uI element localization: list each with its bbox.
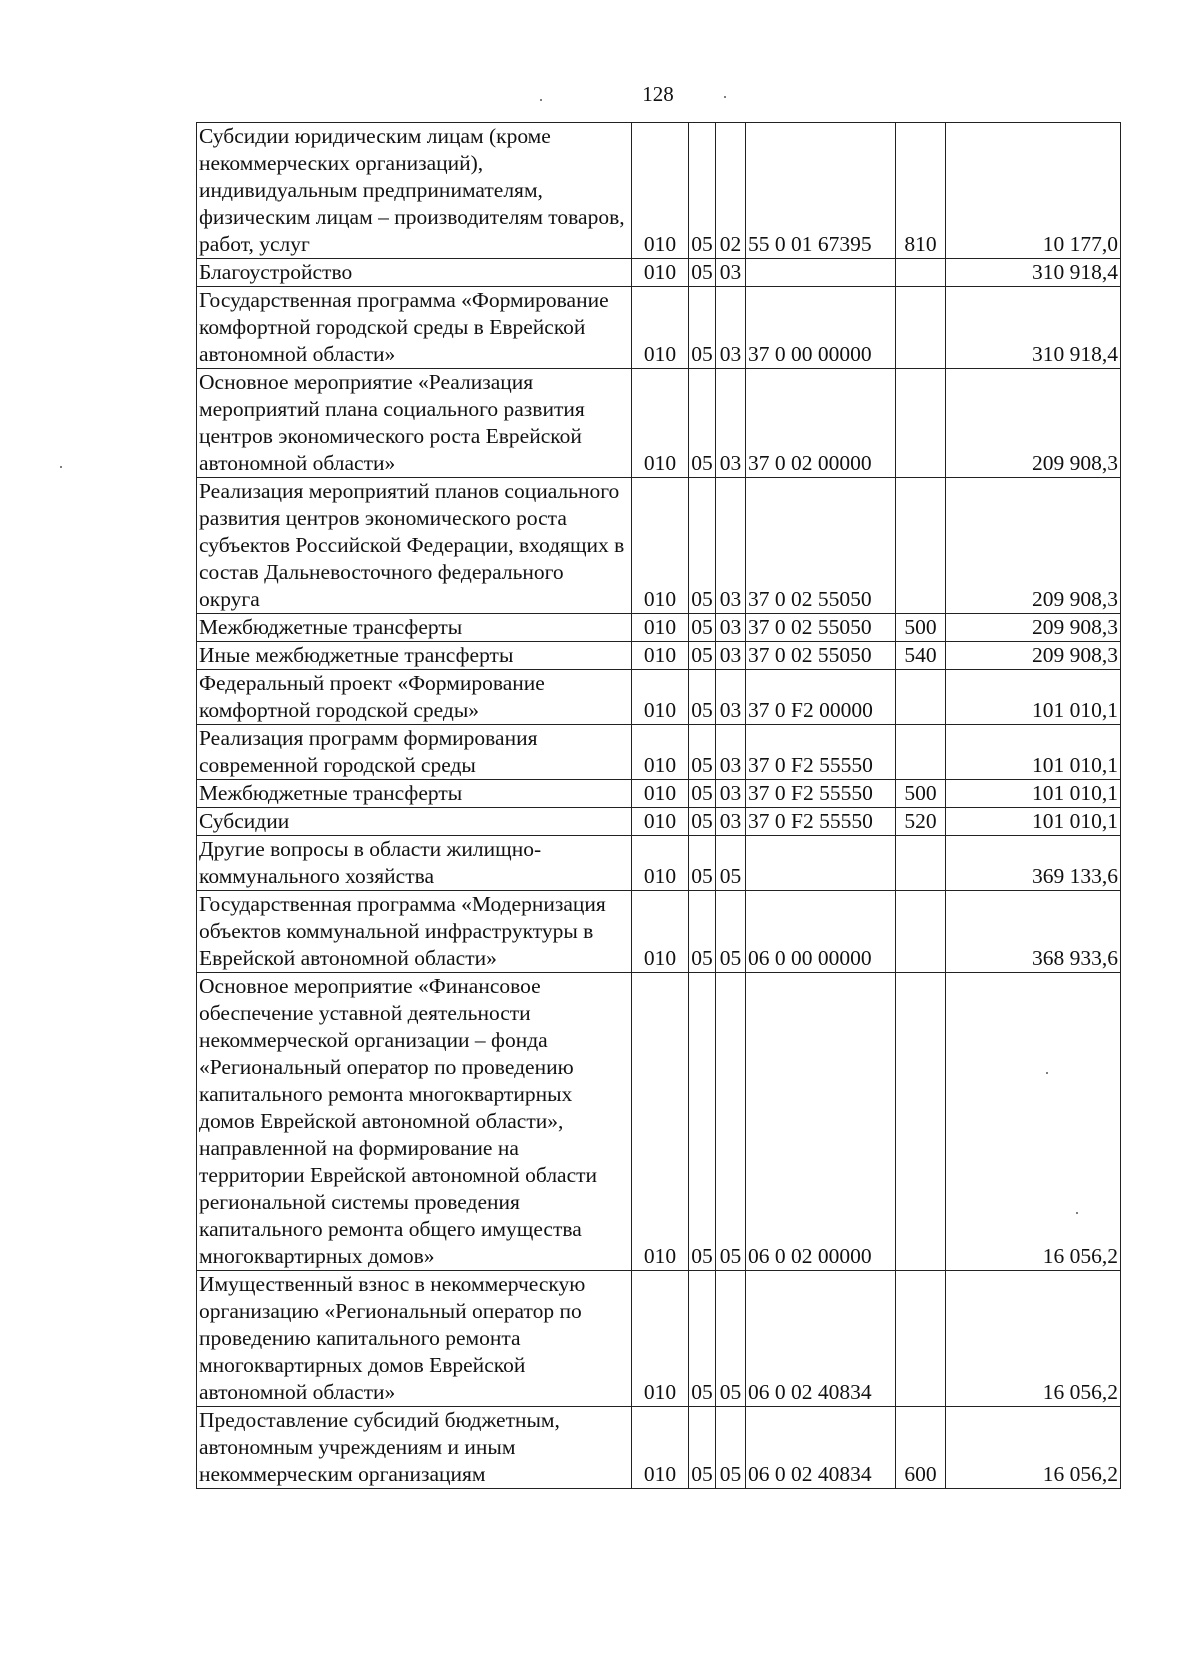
row-name: Предоставление субсидий бюджетным, автономным учреждениям и иным некоммерческим организациям — [197, 1407, 632, 1489]
scan-speck — [1046, 1072, 1048, 1074]
row-name: Имущественный взнос в некоммерческую организацию «Региональный оператор по проведению капитального ремонта многоквартирных домов Еврейской автономной области» — [197, 1271, 632, 1407]
row-name: Межбюджетные трансферты — [197, 780, 632, 808]
row-subsection-code: 03 — [716, 614, 746, 642]
row-grbs-code: 010 — [632, 836, 689, 891]
row-expense-type — [896, 369, 946, 478]
row-section-code: 05 — [689, 973, 716, 1271]
row-grbs-code: 010 — [632, 259, 689, 287]
row-target-article: 37 0 02 00000 — [746, 369, 896, 478]
row-target-article: 55 0 01 67395 — [746, 123, 896, 259]
row-name: Субсидии юридическим лицам (кроме некоммерческих организаций), индивидуальным предпринимателям, физическим лицам – производителям товаров, работ, услуг — [197, 123, 632, 259]
row-amount: 209 908,3 — [946, 642, 1121, 670]
row-amount: 209 908,3 — [946, 614, 1121, 642]
row-expense-type — [896, 1271, 946, 1407]
row-target-article: 06 0 00 00000 — [746, 891, 896, 973]
row-amount: 310 918,4 — [946, 287, 1121, 369]
row-subsection-code: 05 — [716, 836, 746, 891]
row-target-article: 37 0 F2 00000 — [746, 670, 896, 725]
row-target-article: 37 0 F2 55550 — [746, 808, 896, 836]
row-subsection-code: 03 — [716, 780, 746, 808]
row-section-code: 05 — [689, 369, 716, 478]
row-name: Государственная программа «Модернизация объектов коммунальной инфраструктуры в Еврейской автономной области» — [197, 891, 632, 973]
row-grbs-code: 010 — [632, 369, 689, 478]
row-target-article: 37 0 02 55050 — [746, 642, 896, 670]
row-grbs-code: 010 — [632, 973, 689, 1271]
table-row — [197, 259, 1121, 287]
row-section-code: 05 — [689, 642, 716, 670]
row-name: Благоустройство — [197, 259, 632, 287]
row-target-article — [746, 259, 896, 287]
row-section-code: 05 — [689, 287, 716, 369]
row-section-code: 05 — [689, 808, 716, 836]
row-amount: 10 177,0 — [946, 123, 1121, 259]
row-section-code: 05 — [689, 614, 716, 642]
row-grbs-code: 010 — [632, 1271, 689, 1407]
row-section-code: 05 — [689, 670, 716, 725]
row-section-code: 05 — [689, 123, 716, 259]
row-section-code: 05 — [689, 780, 716, 808]
row-section-code: 05 — [689, 259, 716, 287]
row-section-code: 05 — [689, 1407, 716, 1489]
row-name: Иные межбюджетные трансферты — [197, 642, 632, 670]
row-grbs-code: 010 — [632, 614, 689, 642]
row-subsection-code: 03 — [716, 287, 746, 369]
row-expense-type: 540 — [896, 642, 946, 670]
row-name: Основное мероприятие «Реализация мероприятий плана социального развития центров экономического роста Еврейской автономной области» — [197, 369, 632, 478]
row-grbs-code: 010 — [632, 891, 689, 973]
scan-speck — [724, 96, 726, 98]
row-amount: 101 010,1 — [946, 725, 1121, 780]
row-grbs-code: 010 — [632, 725, 689, 780]
row-subsection-code: 03 — [716, 808, 746, 836]
row-section-code: 05 — [689, 725, 716, 780]
row-expense-type: 810 — [896, 123, 946, 259]
row-name: Реализация программ формирования современной городской среды — [197, 725, 632, 780]
row-section-code: 05 — [689, 1271, 716, 1407]
table-row — [197, 836, 1121, 891]
table-row — [197, 725, 1121, 780]
row-grbs-code: 010 — [632, 670, 689, 725]
row-amount: 310 918,4 — [946, 259, 1121, 287]
row-section-code: 05 — [689, 836, 716, 891]
row-amount: 16 056,2 — [946, 973, 1121, 1271]
row-expense-type: 520 — [896, 808, 946, 836]
row-amount: 101 010,1 — [946, 780, 1121, 808]
row-subsection-code: 03 — [716, 478, 746, 614]
row-subsection-code: 05 — [716, 891, 746, 973]
row-target-article — [746, 836, 896, 891]
row-target-article: 06 0 02 00000 — [746, 973, 896, 1271]
row-subsection-code: 03 — [716, 725, 746, 780]
row-target-article: 06 0 02 40834 — [746, 1271, 896, 1407]
row-target-article: 37 0 F2 55550 — [746, 780, 896, 808]
row-name: Федеральный проект «Формирование комфортной городской среды» — [197, 670, 632, 725]
budget-table — [196, 122, 1121, 1489]
table-row — [197, 478, 1121, 614]
row-grbs-code: 010 — [632, 287, 689, 369]
table-row — [197, 1407, 1121, 1489]
row-expense-type — [896, 836, 946, 891]
row-target-article: 37 0 00 00000 — [746, 287, 896, 369]
page-number: 128 — [642, 82, 674, 106]
row-amount: 369 133,6 — [946, 836, 1121, 891]
row-name: Основное мероприятие «Финансовое обеспечение уставной деятельности некоммерческой организации – фонда «Региональный оператор по проведению капитального ремонта многоквартирных домов Еврейской автономной области», направленной на формирование на территории Еврейской автономной области региональной системы проведения капитального ремонта общего имущества многоквартирных домов» — [197, 973, 632, 1271]
table-row — [197, 287, 1121, 369]
row-grbs-code: 010 — [632, 808, 689, 836]
row-expense-type — [896, 259, 946, 287]
row-section-code: 05 — [689, 891, 716, 973]
table-row — [197, 369, 1121, 478]
row-amount: 368 933,6 — [946, 891, 1121, 973]
row-subsection-code: 05 — [716, 1271, 746, 1407]
table-row — [197, 1271, 1121, 1407]
row-target-article: 37 0 F2 55550 — [746, 725, 896, 780]
row-amount: 209 908,3 — [946, 369, 1121, 478]
table-row — [197, 123, 1121, 259]
row-subsection-code: 02 — [716, 123, 746, 259]
row-grbs-code: 010 — [632, 478, 689, 614]
table-row — [197, 614, 1121, 642]
row-expense-type — [896, 287, 946, 369]
row-grbs-code: 010 — [632, 1407, 689, 1489]
row-grbs-code: 010 — [632, 642, 689, 670]
table-body — [197, 123, 1121, 1489]
table-row — [197, 973, 1121, 1271]
scan-speck — [60, 466, 62, 468]
scan-speck — [1076, 1212, 1078, 1214]
row-subsection-code: 03 — [716, 670, 746, 725]
row-expense-type — [896, 891, 946, 973]
row-amount: 101 010,1 — [946, 808, 1121, 836]
row-subsection-code: 03 — [716, 369, 746, 478]
row-grbs-code: 010 — [632, 123, 689, 259]
row-target-article: 37 0 02 55050 — [746, 614, 896, 642]
row-expense-type: 600 — [896, 1407, 946, 1489]
scan-speck — [540, 99, 542, 101]
row-section-code: 05 — [689, 478, 716, 614]
row-target-article: 37 0 02 55050 — [746, 478, 896, 614]
row-target-article: 06 0 02 40834 — [746, 1407, 896, 1489]
row-subsection-code: 05 — [716, 1407, 746, 1489]
row-grbs-code: 010 — [632, 780, 689, 808]
row-expense-type: 500 — [896, 614, 946, 642]
row-expense-type — [896, 478, 946, 614]
table-row — [197, 891, 1121, 973]
row-expense-type — [896, 670, 946, 725]
row-expense-type — [896, 725, 946, 780]
row-subsection-code: 03 — [716, 642, 746, 670]
row-expense-type — [896, 973, 946, 1271]
row-amount: 209 908,3 — [946, 478, 1121, 614]
row-subsection-code: 05 — [716, 973, 746, 1271]
table-row — [197, 808, 1121, 836]
row-name: Межбюджетные трансферты — [197, 614, 632, 642]
row-name: Реализация мероприятий планов социального развития центров экономического роста субъектов Российской Федерации, входящих в состав Дальневосточного федерального округа — [197, 478, 632, 614]
row-name: Другие вопросы в области жилищно-коммунального хозяйства — [197, 836, 632, 891]
table-row — [197, 780, 1121, 808]
row-expense-type: 500 — [896, 780, 946, 808]
row-amount: 16 056,2 — [946, 1407, 1121, 1489]
row-name: Государственная программа «Формирование комфортной городской среды в Еврейской автономной области» — [197, 287, 632, 369]
row-name: Субсидии — [197, 808, 632, 836]
row-amount: 101 010,1 — [946, 670, 1121, 725]
row-subsection-code: 03 — [716, 259, 746, 287]
table-row — [197, 642, 1121, 670]
row-amount: 16 056,2 — [946, 1271, 1121, 1407]
table-row — [197, 670, 1121, 725]
